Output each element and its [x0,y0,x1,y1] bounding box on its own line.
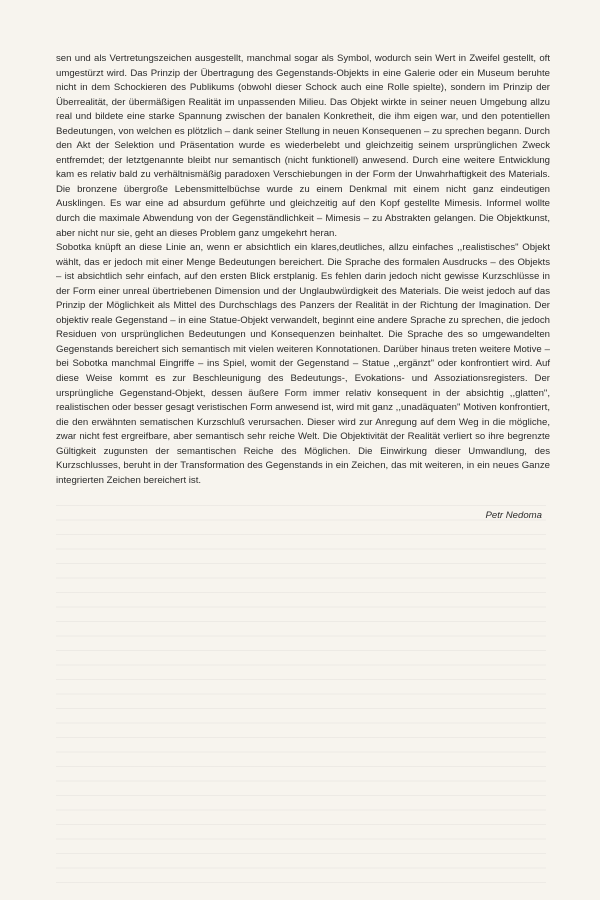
article-body [56,52,550,488]
paragraph-1: sen und als Vertretungszeichen ausgestellt, manchmal sogar als Symbol, wodurch sein Wert in Zweifel gestellt, oft umgestürzt wird. Das Prinzip der Übertragung des Gegenstands-Objekts in eine Galerie oder ein Museum beruhte nicht in dem Schockieren des Publikums (obwohl dieser Schock auch eine Rolle spielte), sondern im Prinzip der Überrealität, der übermäßigen Realität im unpassenden Milieu. Das Objekt wirkte in seiner neuen Umgebung allzu real und bildete eine starke Spannung zwischen der banalen Konkretheit, die ihm eigen war, und den potentiellen Bedeutungen, von welchen es plötzlich – dank seiner Stellung in neuen Konsequenen – zu sprechen begann. Durch den Akt der Selektion und Präsentation wurde es wiederbelebt und gleichzeitig seinem ursprünglichen Zweck entfremdet; der letztgenannte bleibt nur semantisch (nicht funktionell) anwesend. Durch eine weitere Entwicklung kam es relativ bald zu verhältnismäßig paradoxen Verschiebungen in der Form der Unwahrhaftigkeit des Materials. Die bronzene übergroße Lebensmittelbüchse wurde zu einem Denkmal mit einem nicht ganz eindeutigen Ausklingen. Es war eine ad absurdum geführte und gleichzeitig auf den Kopf gestellte Mimesis. Informel wollte durch die maximale Abwendung von der Gegenständlichkeit – Mimesis – zu Abstrakten gelangen. Die Objektkunst, aber nicht nur sie, geht an dieses Problem ganz umgekehrt heran. [56,53,550,239]
reverse-side-show-through [56,505,546,890]
paragraph-2: Sobotka knüpft an diese Linie an, wenn er absichtlich ein klares,deutliches, allzu einfaches ,,realistisches" Objekt wählt, das er jedoch mit einer Menge Bedeutungen bereichert. Die Sprache des formalen Ausdrucks – des Objekts – ist absichtlich sehr einfach, auf den ersten Blick erstplanig. Es fehlen darin jedoch nicht gewisse Kurzschlüsse in der Form einer unreal übertriebenen Dimension und der Unglaubwürdigkeit des Materials. Die weist jedoch auf das Prinzip der Möglichkeit als Mittel des Durchschlags des Panzers der Realität in der Richtung der Imagination. Der objektiv reale Gegenstand – in eine Statue-Objekt verwandelt, beginnt eine andere Sprache zu sprechen, die jedoch Residuen von ursprünglichen Bedeutungen und Konsequenzen beinhaltet. Die Sprache des so umgewandelten Gegenstands bereichert sich semantisch mit vielen weiteren Konnotationen. Darüber hinaus treten weitere Motive – bei Sobotka manchmal Eingriffe – ins Spiel, womit der Gegenstand – Statue ,,ergänzt" oder konfrontiert wird. Auf diese Weise kommt es zur Beschleunigung des Bedeutungs-, Evokations- und Assoziationsregisters. Der ursprüngliche Gegenstand-Objekt, dessen äußere Form immer relativ konsequent in der absichtig ,,glatten", realistischen oder besser gesagt veristischen Form anwesend ist, wird mit ganz ,,unadäquaten" Motiven konfrontiert, die den erwähnten sematischen Kurzschluß verursachen. Dieser wird zur Anregung auf dem Weg in die mögliche, zwar nicht fest ergreifbare, aber semantisch sehr reiche Welt. Die Objektivität der Realität verliert so ihre begrenzte Gültigkeit zugunsten der semantischen Reiche des Möglichen. Die Einwirkung dieser Umwandlung, des Kurzschlusses, beruht in der Transformation des Gegenstands in ein Zeichen, das mit weiteren, in ein neues Ganze integrierten Zeichen bereichert ist. [56,242,550,486]
author-signature: Petr Nedoma [485,510,542,521]
